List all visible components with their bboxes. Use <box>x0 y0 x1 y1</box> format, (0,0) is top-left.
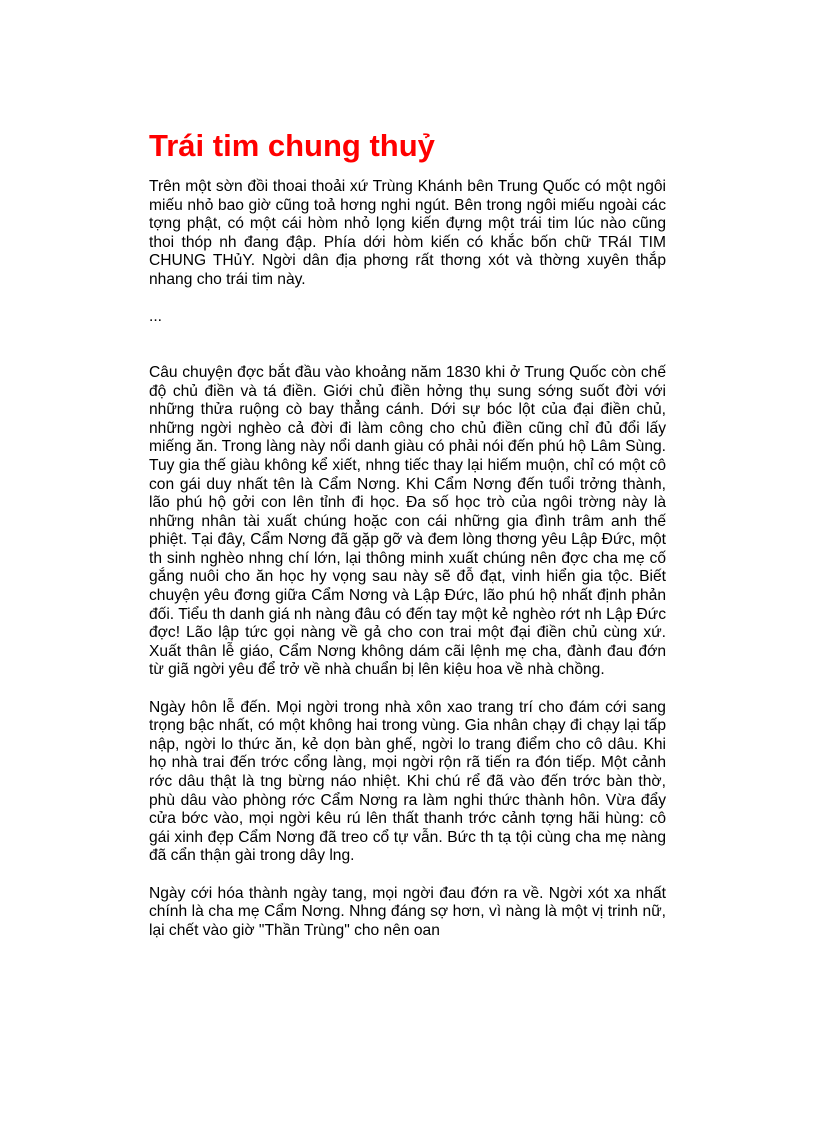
paragraph-story-start: Câu chuyện đợc bắt đầu vào khoảng năm 1830 khi ở Trung Quốc còn chế độ chủ điền và tá điền. Giới chủ điền hởng thụ sung sớng suốt đời với những thửa ruộng cò bay thẳng cánh. Dới sự bóc lột của đại điền chủ, những ngời nghèo cả đời đi làm công cho chủ điền cũng chỉ đủ đổi lấy miếng ăn. Trong làng này nổi danh giàu có phải nói đến phú hộ Lâm Sùng. Tuy gia thế giàu không kể xiết, nhng tiếc thay lại hiếm muộn, chỉ có một cô con gái duy nhất tên là Cẩm Nơng. Khi Cẩm Nơng đến tuổi trởng thành, lão phú hộ gởi con lên tỉnh đi học. Đa số học trò của ngôi trờng này là những nhân tài xuất chúng hoặc con cái những gia đình trâm anh thế phiệt. Tại đây, Cẩm Nơng đã gặp gỡ và đem lòng thơng yêu Lập Đức, một th sinh nghèo nhng chí lớn, lại thông minh xuất chúng nên đợc cha mẹ cố gắng nuôi cho ăn học hy vọng sau này sẽ đỗ đạt, vinh hiển gia tộc. Biết chuyện yêu đơng giữa Cẩm Nơng và Lập Đức, lão phú hộ nhất định phản đối. Tiểu th danh giá nh nàng đâu có đến tay một kẻ nghèo rớt nh Lập Đức đợc! Lão lập tức gọi nàng về gả cho con trai một đại điền chủ cùng xứ. Xuất thân lễ giáo, Cẩm Nơng không dám cãi lệnh mẹ cha, đành đau đớn từ giã ngời yêu để trở về nhà chuẩn bị lên kiệu hoa về nhà chồng. <box>149 363 666 679</box>
paragraph-wedding-day: Ngày hôn lễ đến. Mọi ngời trong nhà xôn xao trang trí cho đám cới sang trọng bậc nhất, có một không hai trong vùng. Gia nhân chạy đi chạy lại tấp nập, ngời lo thức ăn, kẻ dọn bàn ghế, ngời lo trang điểm cho cô dâu. Khi họ nhà trai đến trớc cổng làng, mọi ngời rộn rã tiến ra đón tiếp. Một cảnh rớc dâu thật là tng bừng náo nhiệt. Khi chú rể đã vào đến trớc bàn thờ, phù dâu vào phòng rớc Cẩm Nơng ra làm nghi thức thành hôn. Vừa đẩy cửa bớc vào, mọi ngời kêu rú lên thất thanh trớc cảnh tợng hãi hùng: cô gái xinh đẹp Cẩm Nơng đã treo cổ tự vẫn. Bức th tạ tội cùng cha mẹ nàng đã cẩn thận gài trong dây lng. <box>149 698 666 865</box>
paragraph-ellipsis: ... <box>149 308 162 326</box>
paragraph-mourning: Ngày cới hóa thành ngày tang, mọi ngời đau đớn ra về. Ngời xót xa nhất chính là cha mẹ Cẩm Nơng. Nhng đáng sợ hơn, vì nàng là một vị trinh nữ, lại chết vào giờ "Thần Trùng" cho nên oan <box>149 884 666 939</box>
document-title: Trái tim chung thuỷ <box>149 128 435 163</box>
paragraph-intro: Trên một sờn đồi thoai thoải xứ Trùng Khánh bên Trung Quốc có một ngôi miếu nhỏ bao giờ cũng toả hơng nghi ngút. Bên trong ngôi miếu ngoài các tợng phật, có một cái hòm nhỏ lọng kiến đựng một trái tim lúc nào cũng thoi thóp nh đang đập. Phía dới hòm kiến có khắc bốn chữ TRáI TIM CHUNG THủY. Ngời dân địa phơng rất thơng xót và thờng xuyên thắp nhang cho trái tim này. <box>149 178 666 288</box>
document-body <box>149 178 666 959</box>
